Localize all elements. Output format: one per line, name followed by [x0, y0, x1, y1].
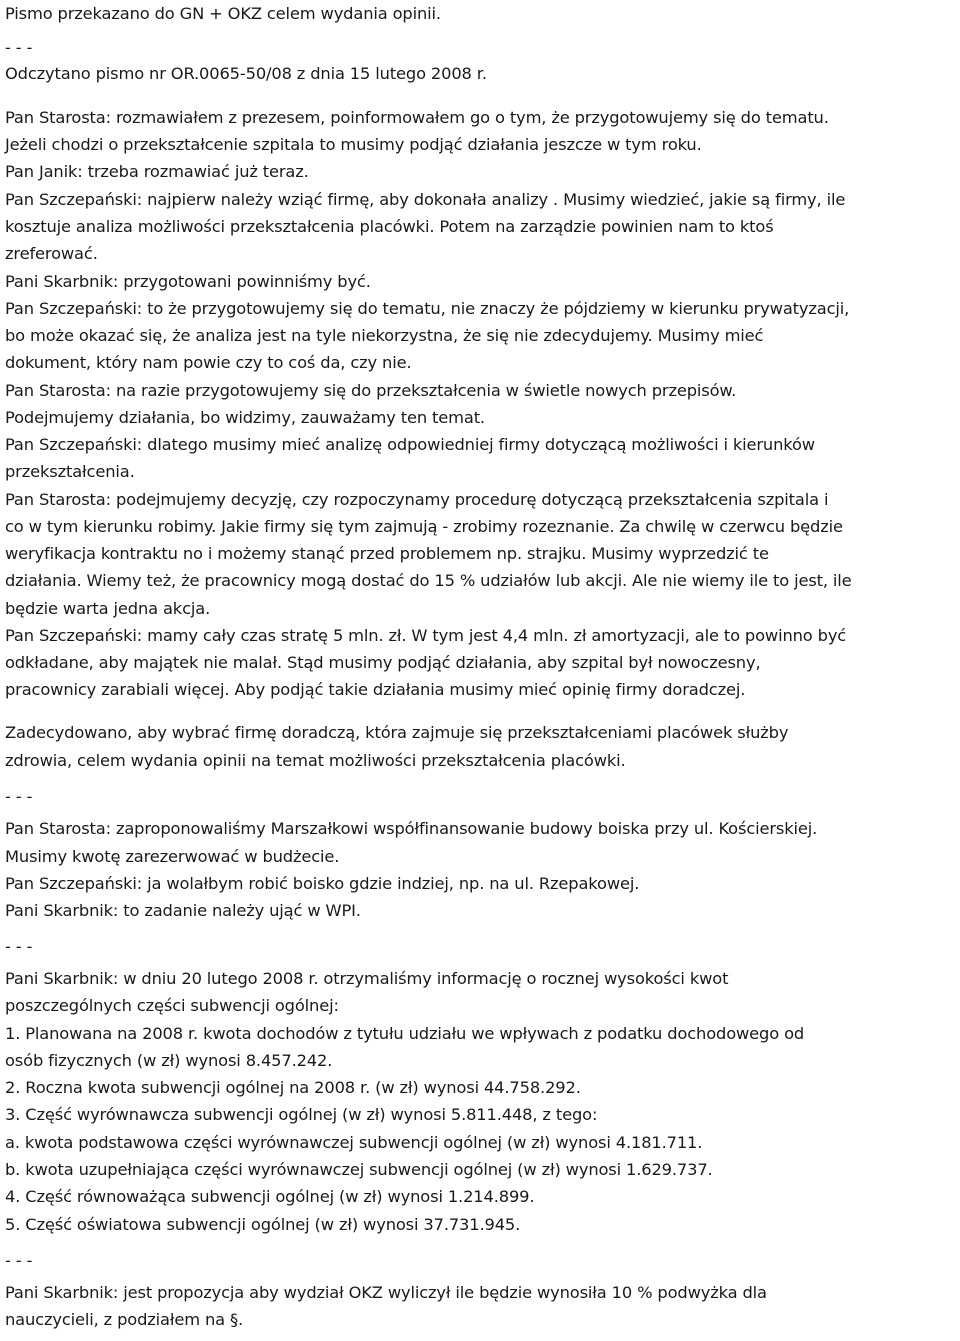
list-item: 2. Roczna kwota subwencji ogólnej na 2008 r. (w zł) wynosi 44.758.292. [5, 1078, 581, 1097]
text-line: nauczycieli, z podziałem na §. [5, 1310, 244, 1329]
text-line: Pismo przekazano do GN + OKZ celem wydania opinii. [5, 4, 441, 23]
list-item: osób fizycznych (w zł) wynosi 8.457.242. [5, 1051, 333, 1070]
text-line: weryfikacja kontraktu no i możemy stanąć przed problemem np. strajku. Musimy wyprzedzić te [5, 544, 769, 563]
text-line: Pan Janik: trzeba rozmawiać już teraz. [5, 162, 309, 181]
text-line: Musimy kwotę zarezerwować w budżecie. [5, 847, 340, 866]
separator: - - - [5, 1251, 33, 1270]
text-line: Pan Starosta: na razie przygotowujemy się do przekształcenia w świetle nowych przepisów. [5, 381, 737, 400]
text-line: Pani Skarbnik: to zadanie należy ująć w WPI. [5, 901, 361, 920]
text-line: Pan Szczepański: dlatego musimy mieć analizę odpowiedniej firmy dotyczącą możliwości i kierunków [5, 435, 815, 454]
text-line: Pan Szczepański: najpierw należy wziąć firmę, aby dokonała analizy . Musimy wiedzieć, jakie są firmy, ile [5, 190, 846, 209]
text-line: Pan Szczepański: to że przygotowujemy się do tematu, nie znaczy że pójdziemy w kierunku prywatyzacji, [5, 299, 850, 318]
text-line: Zadecydowano, aby wybrać firmę doradczą, która zajmuje się przekształceniami placówek służby [5, 723, 789, 742]
list-item: b. kwota uzupełniająca części wyrównawczej subwencji ogólnej (w zł) wynosi 1.629.737. [5, 1160, 713, 1179]
text-line: pracownicy zarabiali więcej. Aby podjąć takie działania musimy mieć opinię firmy doradczej. [5, 680, 746, 699]
list-item: 4. Część równoważąca subwencji ogólnej (w zł) wynosi 1.214.899. [5, 1187, 535, 1206]
separator: - - - [5, 937, 33, 956]
text-line: bo może okazać się, że analiza jest na tyle niekorzystna, że się nie zdecydujemy. Musimy mieć [5, 326, 764, 345]
text-line: Pan Szczepański: mamy cały czas stratę 5 mln. zł. W tym jest 4,4 mln. zł amortyzacji, ale to powinno być [5, 626, 847, 645]
text-line: Pan Starosta: podejmujemy decyzję, czy rozpoczynamy procedurę dotyczącą przekształcenia szpitala i [5, 490, 829, 509]
list-item: 5. Część oświatowa subwencji ogólnej (w zł) wynosi 37.731.945. [5, 1215, 521, 1234]
text-line: Pan Szczepański: ja wolałbym robić boisko gdzie indziej, np. na ul. Rzepakowej. [5, 874, 640, 893]
text-line: dokument, który nam powie czy to coś da, czy nie. [5, 353, 412, 372]
text-line: Pani Skarbnik: przygotowani powinniśmy być. [5, 272, 371, 291]
text-line: co w tym kierunku robimy. Jakie firmy się tym zajmują - zrobimy rozeznanie. Za chwilę w czerwcu będzie [5, 517, 843, 536]
text-line: Pan Starosta: rozmawiałem z prezesem, poinformowałem go o tym, że przygotowujemy się do tematu. [5, 108, 829, 127]
text-line: Pani Skarbnik: jest propozycja aby wydział OKZ wyliczył ile będzie wynosiła 10 % podwyżka dla [5, 1283, 767, 1302]
text-line: Jeżeli chodzi o przekształcenie szpitala to musimy podjąć działania jeszcze w tym roku. [5, 135, 702, 154]
list-item: 1. Planowana na 2008 r. kwota dochodów z tytułu udziału we wpływach z podatku dochodowego od [5, 1024, 805, 1043]
separator: - - - [5, 38, 33, 57]
text-line: Pani Skarbnik: w dniu 20 lutego 2008 r. otrzymaliśmy informację o rocznej wysokości kwot [5, 969, 729, 988]
text-line: działania. Wiemy też, że pracownicy mogą dostać do 15 % udziałów lub akcji. Ale nie wiemy ile to jest, ile [5, 571, 852, 590]
list-item: a. kwota podstawowa części wyrównawczej subwencji ogólnej (w zł) wynosi 4.181.711. [5, 1133, 703, 1152]
separator: - - - [5, 787, 33, 806]
text-line: odkładane, aby majątek nie malał. Stąd musimy podjąć działania, aby szpital był nowoczesny, [5, 653, 761, 672]
text-line: przekształcenia. [5, 462, 135, 481]
text-line: kosztuje analiza możliwości przekształcenia placówki. Potem na zarządzie powinien nam to ktoś [5, 217, 774, 236]
text-line: zreferować. [5, 244, 98, 263]
text-line: zdrowia, celem wydania opinii na temat możliwości przekształcenia placówki. [5, 751, 626, 770]
text-line: Podejmujemy działania, bo widzimy, zauważamy ten temat. [5, 408, 485, 427]
text-line: będzie warta jedna akcja. [5, 599, 211, 618]
list-item: 3. Część wyrównawcza subwencji ogólnej (w zł) wynosi 5.811.448, z tego: [5, 1105, 598, 1124]
text-line: Odczytano pismo nr OR.0065-50/08 z dnia 15 lutego 2008 r. [5, 64, 487, 83]
text-line: poszczególnych części subwencji ogólnej: [5, 996, 339, 1015]
text-line: Pan Starosta: zaproponowaliśmy Marszałkowi współfinansowanie budowy boiska przy ul. Kościerskiej. [5, 819, 818, 838]
